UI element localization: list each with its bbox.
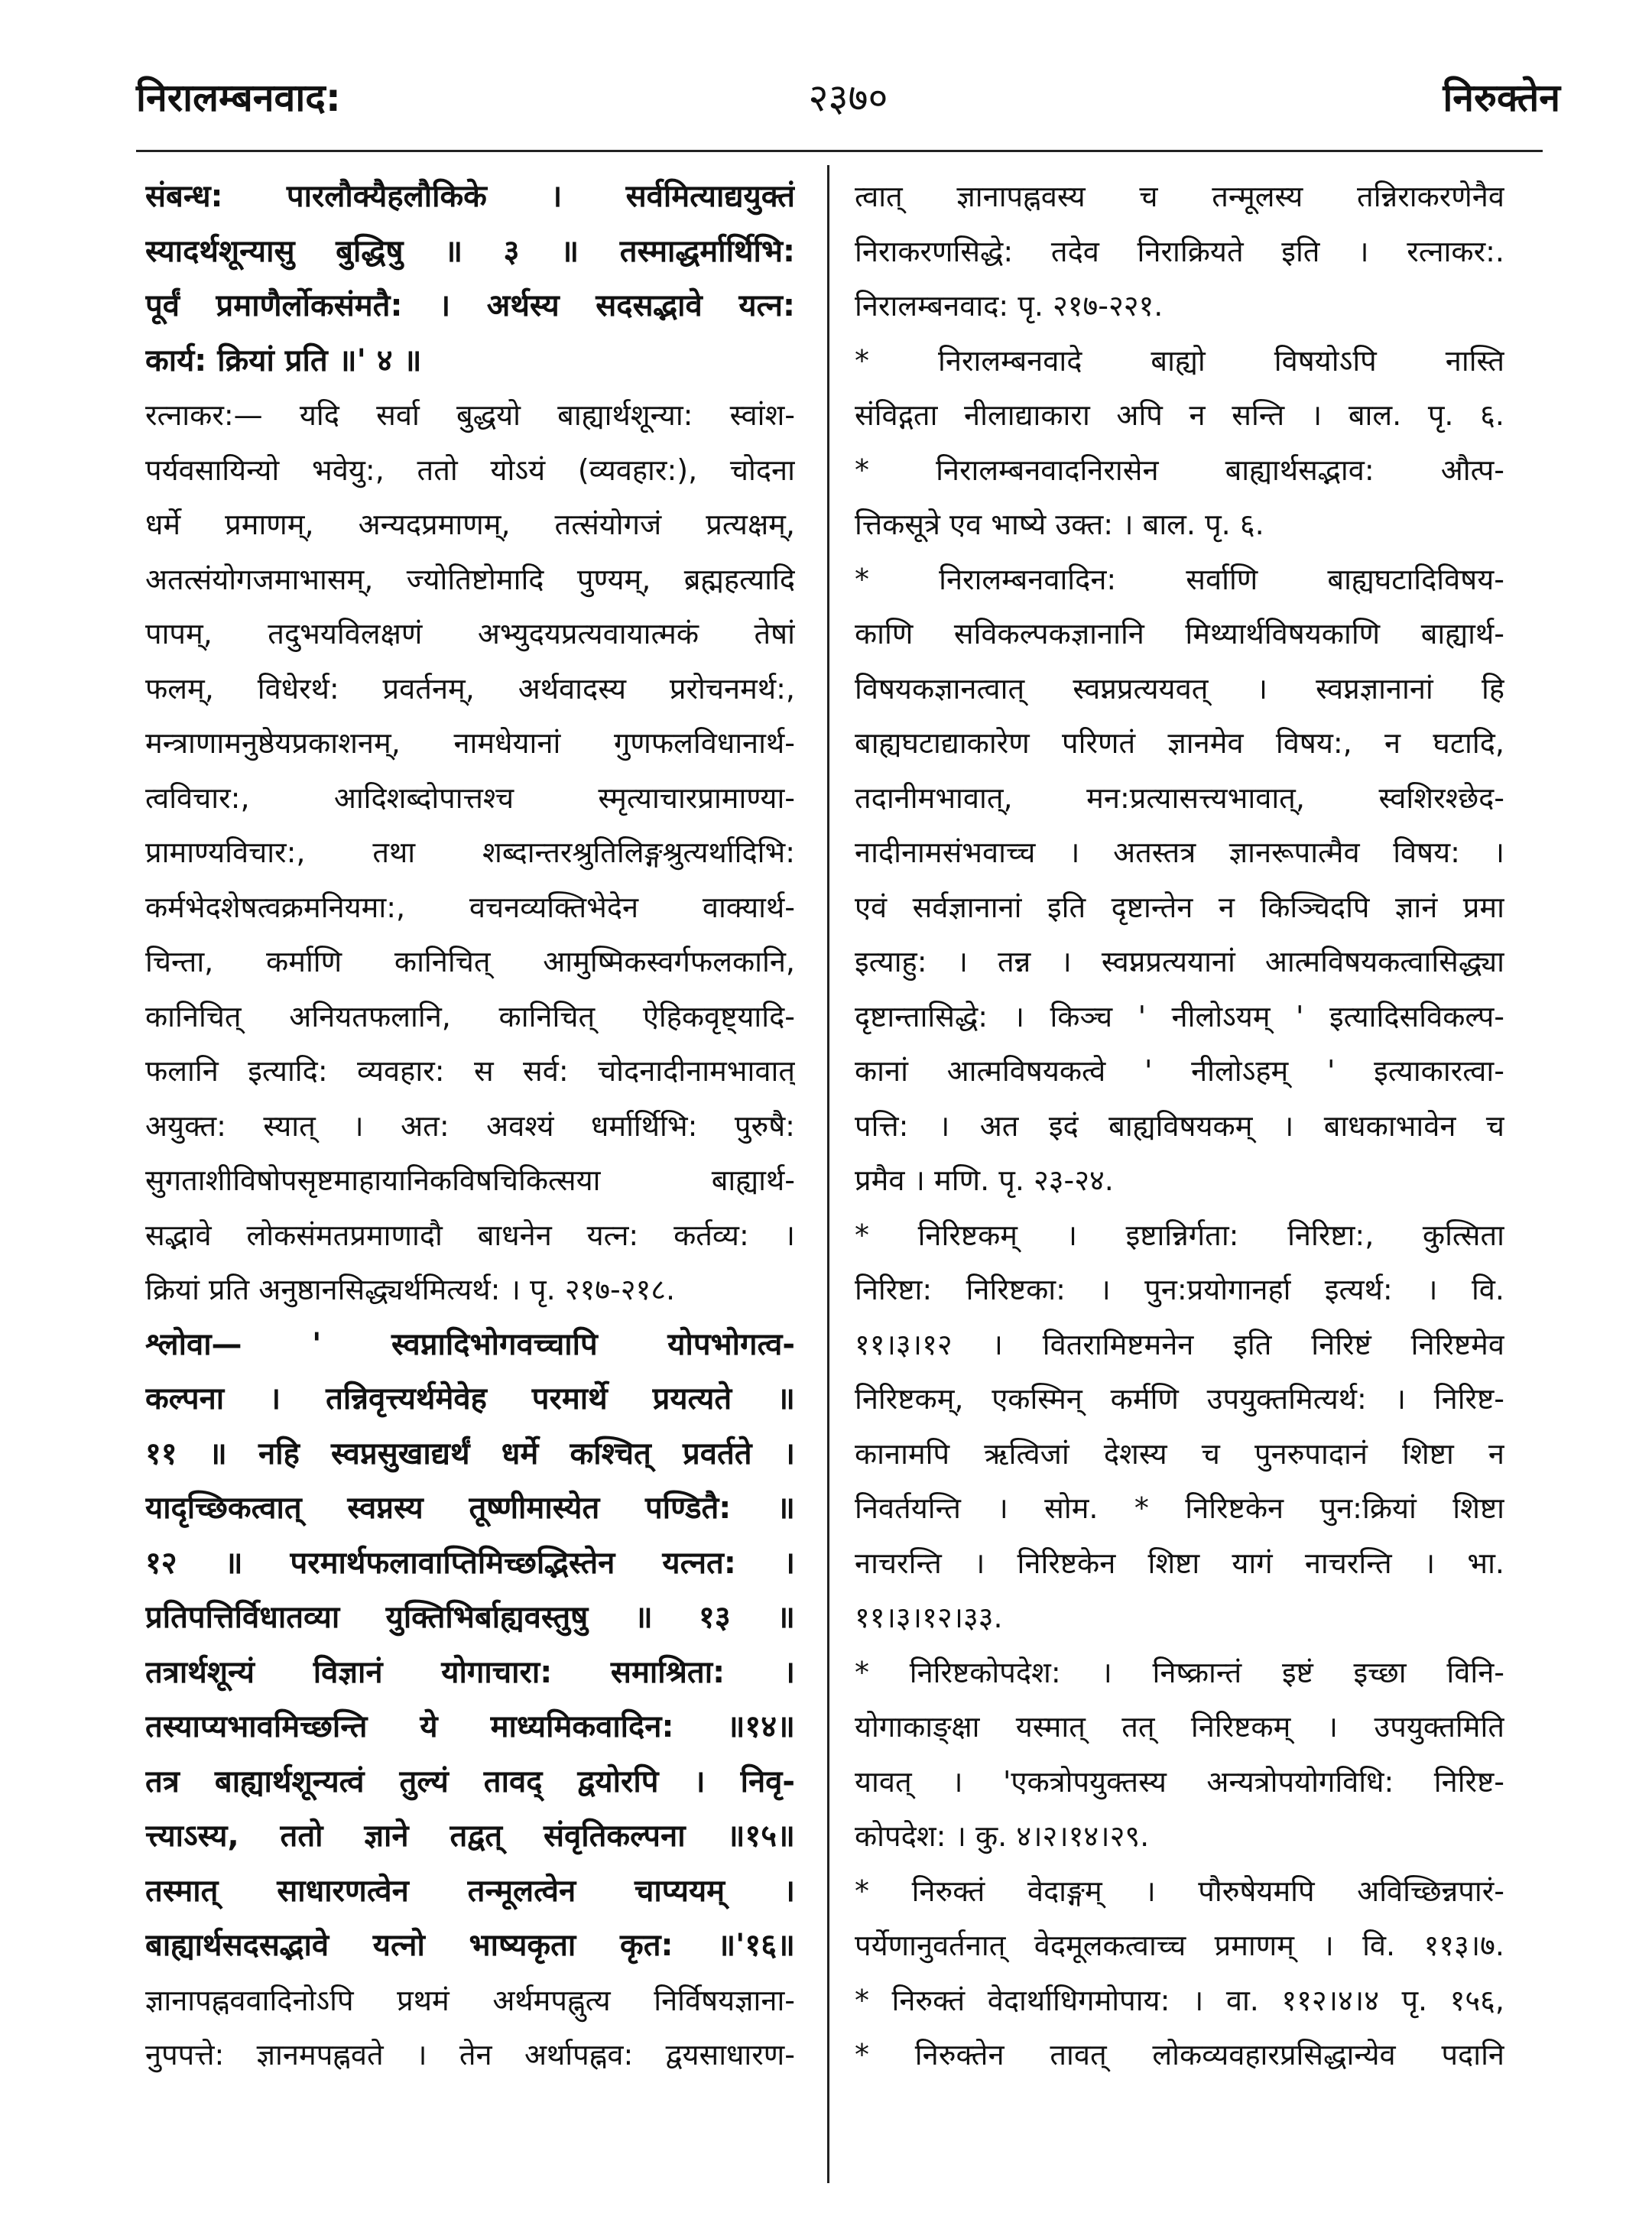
text-line: कर्मभेदशेषत्वक्रमनियमा:, वचनव्यक्तिभेदेन वाक्यार्थ- [145, 890, 795, 924]
text-line: * निरालम्बनवादनिरासेन बाह्यार्थसद्भाव: औत्प- [855, 453, 1504, 487]
text-line: निराकरणसिद्धे: तदेव निराक्रियते इति । रत्नाकर:. [855, 234, 1504, 268]
header-rule [136, 150, 1543, 152]
right-column [855, 170, 1504, 2188]
text-line: नुपपत्ते: ज्ञानमपह्नवते । तेन अर्थापह्नव: द्वयसाधारण- [145, 2038, 795, 2072]
text-line: सुगताशीविषोपसृष्टमाहायानिकविषचिकित्सया बाह्यार्थ- [145, 1163, 795, 1197]
text-line: कार्य: क्रियां प्रति ॥' ४ ॥ [145, 342, 422, 378]
text-line: काणि सविकल्पकज्ञानानि मिथ्यार्थविषयकाणि बाह्यार्थ- [855, 617, 1504, 651]
text-line: फलानि इत्यादि: व्यवहार: स सर्व: चोदनादीनामभावात् [145, 1054, 795, 1088]
text-line: * निरालम्बनवादिन: सर्वाणि बाह्यघटादिविषय- [855, 562, 1504, 596]
text-line: पूर्वं प्रमाणैर्लोकसंमतै: । अर्थस्य सदसद्भावे यत्न: [145, 288, 795, 323]
text-line: * निरुक्तेन तावत् लोकव्यवहारप्रसिद्धान्येव पदानि [855, 2038, 1504, 2072]
text-line: दृष्टान्तासिद्धे: । किञ्च ' नीलोऽयम् ' इत्यादिसविकल्प- [855, 999, 1504, 1033]
column-divider [827, 165, 829, 2183]
text-line: तत्र बाह्यार्थशून्यत्वं तुल्यं तावद् द्वयोरपि । निवृ- [145, 1763, 795, 1799]
text-line: त्तिकसूत्रे एव भाष्ये उक्त: । बाल. पृ. ६. [855, 508, 1264, 541]
text-line: पत्ति: । अत इदं बाह्यविषयकम् । बाधकाभावेन च [855, 1108, 1504, 1143]
text-line: नाचरन्ति । निरिष्टकेन शिष्टा यागं नाचरन्ति । भा. [855, 1546, 1504, 1580]
text-line: अतत्संयोगजमाभासम्, ज्योतिष्टोमादि पुण्यम्, ब्रह्महत्यादि [145, 562, 795, 596]
text-line: सद्भावे लोकसंमतप्रमाणादौ बाधनेन यत्न: कर्तव्य: । [145, 1218, 795, 1252]
text-line: * निरिष्टकम् । इष्टान्निर्गता: निरिष्टा:, कुत्सिता [855, 1218, 1504, 1252]
text-line: निरिष्टा: निरिष्टका: । पुन:प्रयोगानर्हा इत्यर्थ: । वि. [855, 1273, 1504, 1306]
text-line: बाह्यार्थसदसद्भावे यत्नो भाष्यकृता कृत: ॥'१६॥ [145, 1928, 795, 1963]
text-line: * निरालम्बनवादे बाह्यो विषयोऽपि नास्ति [855, 343, 1504, 378]
text-line: विषयकज्ञानत्वात् स्वप्नप्रत्ययवत् । स्वप्नज्ञानानां हि [855, 671, 1504, 706]
text-line: तस्मात् साधारणत्वेन तन्मूलत्वेन चाप्ययम् । [145, 1873, 795, 1909]
text-line: पर्येणानुवर्तनात् वेदमूलकत्वाच्च प्रमाणम् । वि. ११३।७. [855, 1929, 1504, 1962]
text-line: * निरुक्तं वेदार्थाधिगमोपाय: । वा. ११२।४।४ पृ. १५६, [855, 1983, 1504, 2017]
text-line: संविद्गता नीलाद्याकारा अपि न सन्ति । बाल. पृ. ६. [855, 398, 1504, 432]
text-line: ११।३।१२।३३. [855, 1601, 1003, 1634]
text-line: श्लोवा— ' स्वप्नादिभोगवच्चापि योपभोगत्व- [145, 1326, 795, 1362]
text-line: नादीनामसंभवाच्च । अतस्तत्र ज्ञानरूपात्मैव विषय: । [855, 835, 1504, 869]
page-header [136, 70, 1560, 131]
text-line: १२ ॥ परमार्थफलावाप्तिमिच्छद्भिस्तेन यत्नत: । [145, 1545, 795, 1581]
text-line: योगाकाङ्क्षा यस्मात् तत् निरिष्टकम् । उपयुक्तमिति [855, 1710, 1504, 1744]
text-line: निवर्तयन्ति । सोम. * निरिष्टकेन पुन:क्रियां शिष्टा [855, 1491, 1504, 1525]
text-line: बाह्यघटाद्याकारेण परिणतं ज्ञानमेव विषय:, न घटादि, [855, 726, 1504, 760]
text-line: कल्पना । तन्निवृत्त्यर्थमेवेह परमार्थे प्रयत्यते ॥ [145, 1381, 795, 1416]
text-line: प्रामाण्यविचार:, तथा शब्दान्तरश्रुतिलिङ्गश्रुत्यर्थादिभि: [145, 835, 795, 869]
text-line: ज्ञानापह्नववादिनोऽपि प्रथमं अर्थमपह्नुत्य निर्विषयज्ञाना- [145, 1983, 795, 2017]
text-line: संबन्ध: पारलौक्यैहलौकिके । सर्वमित्याद्ययुक्तं [145, 179, 795, 214]
text-line: रत्नाकर:— यदि सर्वा बुद्धयो बाह्यार्थशून्या: स्वांश- [145, 398, 795, 432]
text-line: प्रमैव । मणि. पृ. २३-२४. [855, 1163, 1114, 1197]
text-line: प्रतिपत्तिर्विधातव्या युक्तिभिर्बाह्यवस्तुषु ॥ १३ ॥ [145, 1600, 795, 1635]
text-line: कानामपि ऋत्विजां देशस्य च पुनरुपादानं शिष्टा न [855, 1436, 1504, 1471]
text-line: तदानीमभावात्, मन:प्रत्यासत्त्यभावात्, स्वशिरश्छेद- [855, 780, 1504, 815]
text-line: मन्त्राणामनुष्ठेयप्रकाशनम्, नामधेयानां गुणफलविधानार्थ- [145, 726, 795, 760]
text-line: अयुक्त: स्यात् । अत: अवश्यं धर्मार्थिभि: पुरुषै: [145, 1108, 795, 1143]
header-right-title: निरुक्तेन [1443, 76, 1560, 120]
text-line: कानां आत्मविषयकत्वे ' नीलोऽहम् ' इत्याकारत्वा- [855, 1054, 1504, 1088]
left-column [145, 170, 795, 2188]
text-line: याद‍ृच्छिकत्वात् स्वप्नस्य तूष्णीमास्येत पण्डितै: ॥ [145, 1491, 795, 1526]
text-line: एवं सर्वज्ञानानां इति दृष्टान्तेन न किञ्चिदपि ज्ञानं प्रमा [855, 890, 1504, 924]
text-line: स्यादर्थशून्यासु बुद्धिषु ॥ ३ ॥ तस्माद्धर्मार्थिभि: [145, 233, 795, 269]
text-line: * निरिष्टकोपदेश: । निष्क्रान्तं इष्टं इच्छा विनि- [855, 1655, 1504, 1689]
text-line: क्रियां प्रति अनुष्ठानसिद्ध्यर्थमित्यर्थ: । पृ. २१७-२१८. [145, 1273, 676, 1306]
page-number: २३७० [808, 76, 888, 120]
text-line: पर्यवसायिन्यो भवेयु:, ततो योऽयं (व्यवहार:), चोदना [145, 453, 795, 487]
text-line: कानिचित् अनियतफलानि, कानिचित् ऐहिकवृष्ट्यादि- [145, 999, 795, 1033]
text-line: निरिष्टकम्, एकस्मिन् कर्मणि उपयुक्तमित्यर्थ: । निरिष्ट- [855, 1382, 1504, 1416]
text-line: ११ ॥ नहि स्वप्नसुखाद्यर्थं धर्मे कश्चित् प्रवर्तते । [145, 1436, 795, 1471]
header-left-title: निरालम्बनवाद: [136, 76, 341, 120]
text-line: * निरुक्तं वेदाङ्गम् । पौरुषेयमपि अविच्छिन्नपारं- [855, 1874, 1504, 1908]
text-line: तत्रार्थशून्यं विज्ञानं योगाचारा: समाश्रिता: । [145, 1654, 795, 1690]
text-line: यावत् । 'एकत्रोपयुक्तस्य अन्यत्रोपयोगविधि: निरिष्ट- [855, 1764, 1504, 1799]
text-line: त्वविचार:, आदिशब्दोपात्तश्च स्मृत्याचारप्रामाण्या- [145, 780, 795, 815]
text-line: फलम्, विधेरर्थ: प्रवर्तनम्, अर्थवादस्य प्ररोचनमर्थ:, [145, 671, 795, 706]
text-line: इत्याहु: । तन्न । स्वप्नप्रत्ययानां आत्मविषयकत्वासिद्ध्या [855, 945, 1504, 978]
text-line: धर्मे प्रमाणम्, अन्यदप्रमाणम्, तत्संयोगजं प्रत्यक्षम्, [145, 508, 795, 541]
text-line: त्वात् ज्ञानापह्नवस्य च तन्मूलस्य तन्निराकरणेनैव [855, 180, 1504, 213]
text-line: पापम्, तदुभयविलक्षणं अभ्युदयप्रत्यवायात्मकं तेषां [145, 617, 795, 651]
text-line: त्त्याऽस्य, ततो ज्ञाने तद्वत् संवृतिकल्पना ॥१५॥ [145, 1819, 795, 1854]
text-line: तस्याप्यभावमिच्छन्ति ये माध्यमिकवादिन: ॥१४॥ [145, 1709, 795, 1744]
text-line: निरालम्बनवाद: पृ. २१७-२२१. [855, 289, 1164, 323]
text-line: चिन्ता, कर्माणि कानिचित् आमुष्मिकस्वर्गफलकानि, [145, 945, 795, 978]
text-line: ११।३।१२ । वितरामिष्टमनेन इति निरिष्टं निरिष्टमेव [855, 1327, 1504, 1361]
text-line: कोपदेश: । कु. ४।२।१४।२९. [855, 1819, 1150, 1853]
